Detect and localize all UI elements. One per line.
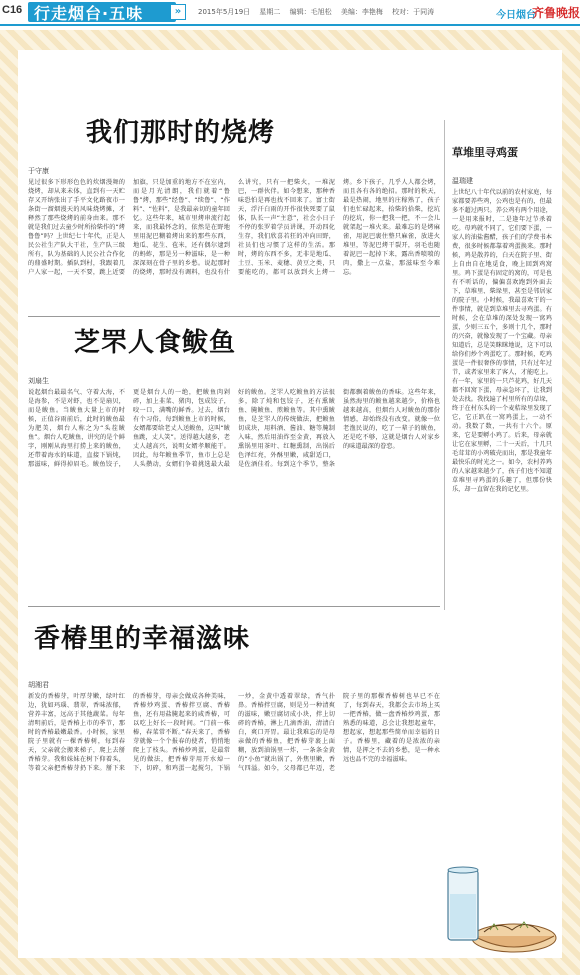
chevron-right-icon: » (170, 4, 186, 20)
glass-and-bowl-illustration (440, 860, 558, 956)
header-rule (0, 24, 580, 26)
article-body-bbq: 见过很多下形形色色的炊烟漫舞的烧烤，却从来未体，直到有一天贮存又开纳张出了手平文化路夜市一条街一溜烟漫天的风味烧烤摊，才释然了那些烧烤的前身由来。那不就是我们过去童少时所拾柴作的“烤鲁鲁”吗？上世纪七十年代，正是人民公社生产队大干社，生产队三级所有，队为基础的人民公社合作化的鼎盛时期。插队到村，我跟着几户人家一起，一天不要，跳上近要加旗，只是加重的地方不在室内，而是月光清朗，我们就着“鲁鲁”烤，那些“经鲁”、“续鲁”、“作料”、“佐料”，是我最亲切的童年回忆。这些年来，城市里烤串流行起来，而我最怀念的，依然是在野地里用泥巴糊着烤出来的那些东西，地瓜、花生、苞米，还有偶尔逮到的蚂蚱，那是另一种滋味，是一种深深刻在骨子里的乡愁。说起那时的烧烤，那时没有调料，也没有什么讲究，只有一把柴火，一堆泥巴，一群伙伴。如今想来，那种香味恐怕是再也找不回来了。富士街天，浮汗白雨的开作很快死要了鼠体，队长一声“主意”，社会小日子不停的张罗着学员讲课，开动四化生存，我们欣喜若狂的冲向田野，社员们也习惯了这样的生活。那时，烤的东西不多，无非是地瓜、土豆、玉米、麦穗、黄豆之类，只要能吃的，都可以放到火上烤一烤。乡下孩子，几乎人人都会烤，而且各有各的绝招。那时的秋天，最是热闹，地里的庄稼熟了，孩子们也忙碌起来，拾柴的拾柴，挖坑的挖坑，你一把我一把，不一会儿就架起一堆火来。最难忘的是烤麻雀，用泥巴裹住整只麻雀，放进火堆里，等泥巴烤干裂开，羽毛也随着泥巴一起掉下来，露出香喷喷的肉，撒上一点盐，那滋味至今难忘。 (28, 179, 440, 276)
article-title-toon: 香椿里的幸福滋味 (34, 624, 251, 654)
section-title: 行走烟台·五味 (34, 4, 144, 23)
column-divider (444, 120, 445, 610)
article-author-side: 温瑞建 (452, 177, 473, 185)
article-author-bbq: 于守康 (28, 167, 49, 175)
article-author-fish: 刘扇生 (28, 377, 49, 385)
section-divider (28, 316, 440, 317)
article-title-bbq: 我们那时的烧烤 (86, 118, 276, 148)
art-editor-credit: 美编：李艳梅 (340, 8, 383, 16)
article-body-toon: 新发的香椿芽，叶厚芽嫩，绿叶红边，犹如玛瑙、翡翠，香味浓郁，营养丰富，远高于其他蔬菜。每年清明前后，是香椿上市的季节，那时的香椿最嫩最香。小时候，家里院子里就有一棵香椿树，每到春天，父亲就会搬来梯子，爬上去掰香椿芽。我和妹妹在树下仰着头，等着父亲把香椿芽扔下来。掰下来的香椿芽，母亲会做成各种美味，香椿炒鸡蛋、香椿拌豆腐、香椿鱼，还有用盐腌起来的咸香椿，可以吃上好长一段时间。“门前一株椿，春菜常不断。”春天来了，香椿芽就像一个个报春的使者，悄悄地爬上了枝头。香椿炒鸡蛋，是最常见的做法，把香椿芽用开水焯一下，切碎，和鸡蛋一起搅匀，下锅一炒，金黄中透着翠绿，香气扑鼻。香椿拌豆腐，则是另一种清爽的滋味，嫩豆腐切成小块，拌上切碎的香椿，淋上几滴香油，清清白白，爽口开胃。最让我难忘的是母亲做的香椿鱼，把香椿芽裹上面糊，放到油锅里一炸，一条条金黄的“小鱼”就出锅了，外焦里嫩，香气四溢。如今，父母都已年迈，老院子里的那棵香椿树也早已不在了，每到春天，我都会去市场上买一把香椿，做一盘香椿炒鸡蛋，那熟悉的味道，总会让我想起童年，想起家，想起那些简单而幸福的日子。香椿里，藏着的是浓浓的亲情，是挥之不去的乡愁，是一种永远也品不完的幸福滋味。 (28, 693, 440, 772)
section-divider (28, 606, 440, 607)
article-body-side: 上世纪八十年代以前的农村家庭，每家都要养些鸡，公鸡也是有的，但最多不超过两只。养公鸡有两个用途，一是用来报时，二是逢年过节杀着吃。母鸡就不同了，它们要下蛋，一家人的油盐酱醋，孩子们的学费书本费，很多时候都靠着鸡蛋换来。那时候，鸡是散养的，白天在院子里、街上自由自在地觅食，晚上回到鸡窝里。鸡下蛋是有固定的窝的，可是也有不听话的，偏偏喜欢跑到外面去下，草堆里、柴垛里，甚至是邻居家的院子里。小时候，我最喜欢干的一件事情，就是到草堆里去寻鸡蛋。有时候，会在草堆的深处发现一窝鸡蛋，少则三五个，多则十几个，那时的兴奋，就像发现了一个宝藏。母亲知道后，总是笑眯眯地说，这下可以给你们炒个鸡蛋吃了。那时候，吃鸡蛋是一件很奢侈的事情，只有过年过节，或者家里来了客人，才能吃上。有一年，家里的一只芦花鸡，好几天都不回窝下蛋，母亲急坏了，让我到处去找。我找遍了村里所有的草垛，终于在村东头的一个麦秸垛里发现了它，它正趴在一窝鸡蛋上，一动不动。我数了数，一共有十六个。原来，它是要孵小鸡了。后来，母亲就让它在家里孵，二十一天后，十几只毛茸茸的小鸡破壳而出，那是我童年最快乐的时光之一。如今，农村养鸡的人家越来越少了，孩子们也不知道草堆里寻鸡蛋的乐趣了，但那份快乐，却一直留在我的记忆里。 (452, 189, 552, 493)
article-title-side: 草堆里寻鸡蛋 (452, 146, 518, 159)
editor-credit: 编辑：毛旭松 (289, 8, 332, 16)
article-body-fish: 说起烟台最最名气、守着大海，不是海参，不是对虾，也不是扇贝，而是鲅鱼。当鲅鱼大量上市的时候，正值谷雨前后，此时的鲅鱼最为肥美，烟台人称之为“头茬鲅鱼”。烟台人吃鲅鱼，讲究的是个鲜字，刚刚从海里打捞上来的鲅鱼，还带着海水的味道，直接下锅炖，那滋味，鲜得掉眉毛。鲅鱼饺子，更是烟台人的一绝，把鲅鱼肉剁碎，加上韭菜、猪肉，包成饺子，咬一口，满嘴的鲜香。过去，烟台有个习俗，每到鲅鱼上市的时候，女婿都要给老丈人送鲅鱼，这叫“鲅鱼跳，丈人笑”。送得越大越多，老丈人越高兴，说明女婿孝顺能干。因此，每年鲅鱼季节，鱼市上总是人头攒动，女婿们争着挑选最大最好的鲅鱼。芝罘人吃鲅鱼的方法很多，除了炖和包饺子，还有熏鲅鱼、腌鲅鱼、煎鲅鱼等。其中熏鲅鱼，是芝罘人的传统做法，把鲅鱼切成块，用料酒、酱油、糖等腌制入味，然后用油炸至金黄，再放入熏锅里用茶叶、红糖熏制，出锅后色泽红亮，外酥里嫩，咸甜适口，是佐酒佳肴。每到这个季节，整条街都飘着鲅鱼的香味。这些年来，虽然海里的鲅鱼越来越少，价格也越来越高，但烟台人对鲅鱼的那份情感，却始终没有改变。就像一位老渔民说的，吃了一辈子的鲅鱼，还是吃不够，这就是烟台人对家乡的味道最深的眷恋。 (28, 389, 440, 468)
article-title-fish: 芝罘人食鲅鱼 (74, 328, 237, 358)
brand-logo-secondary: 齐鲁晚报 (532, 6, 580, 20)
page-header (0, 0, 580, 24)
header-meta (198, 7, 441, 17)
page-number: C16 (2, 4, 23, 16)
issue-weekday: 星期二 (259, 8, 281, 16)
brand-logo-primary: 今日烟台 (496, 10, 536, 21)
issue-date: 2015年5月19日 (198, 8, 251, 16)
proofreader-credit: 校对：于同涛 (392, 8, 435, 16)
article-author-toon: 胡湘君 (28, 681, 49, 689)
